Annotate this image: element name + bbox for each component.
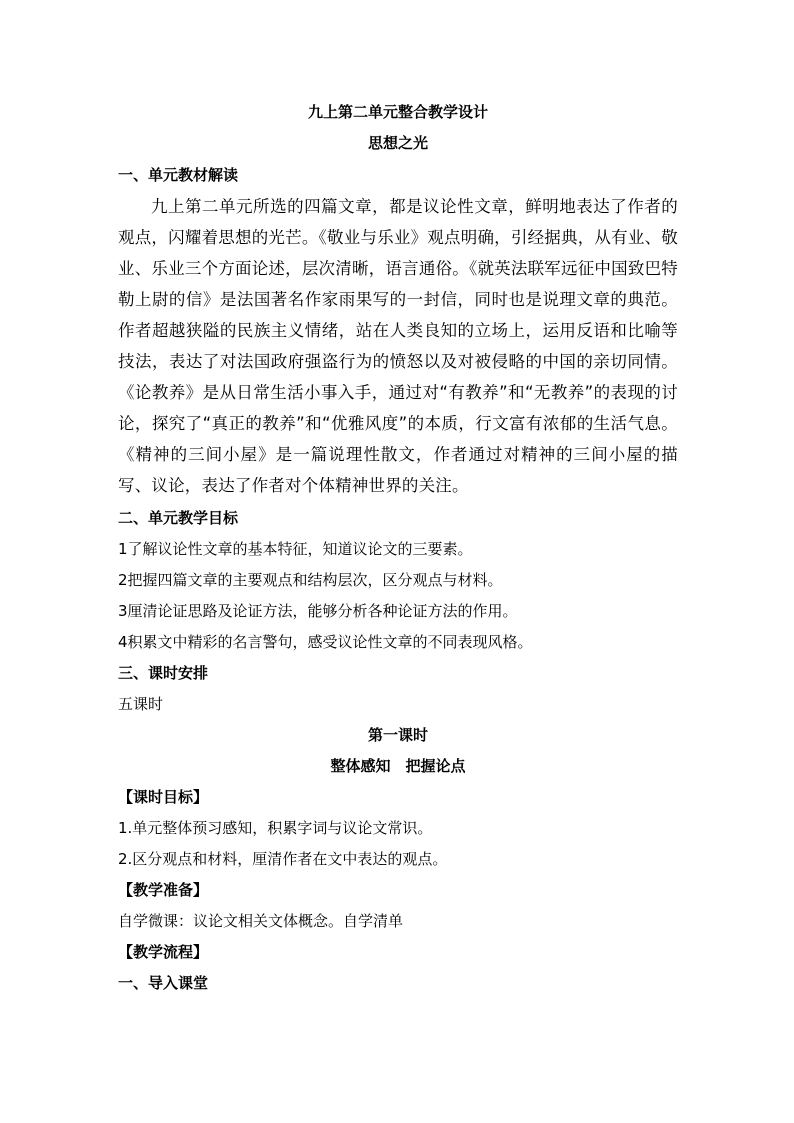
goal-item-4: 4积累文中精彩的名言警句，感受议论性文章的不同表现风格。 bbox=[118, 633, 533, 651]
prep-heading: 【教学准备】 bbox=[118, 881, 209, 899]
lesson-goal-1: 1.单元整体预习感知，积累字词与议论文常识。 bbox=[118, 819, 433, 837]
section3-text: 五课时 bbox=[118, 695, 164, 713]
lesson-goal-2: 2.区分观点和材料，厘清作者在文中表达的观点。 bbox=[118, 850, 448, 868]
doc-subtitle: 思想之光 bbox=[367, 134, 428, 152]
lesson-goals-heading: 【课时目标】 bbox=[118, 788, 209, 806]
prep-text: 自学微课：议论文相关文体概念。自学清单 bbox=[118, 912, 404, 930]
goal-item-3: 3厘清论证思路及论证方法，能够分析各种论证方法的作用。 bbox=[118, 602, 518, 620]
section3-heading: 三、课时安排 bbox=[118, 664, 209, 682]
lesson1-subtitle: 整体感知 把握论点 bbox=[330, 757, 466, 775]
goal-item-1: 1了解议论性文章的基本特征，知道议论文的三要素。 bbox=[118, 540, 473, 558]
lesson1-title: 第一课时 bbox=[367, 726, 428, 744]
flow-first-step: 一、导入课堂 bbox=[118, 974, 209, 992]
flow-heading: 【教学流程】 bbox=[118, 943, 209, 961]
section2-heading: 二、单元教学目标 bbox=[118, 509, 239, 527]
section1-paragraph: 九上第二单元所选的四篇文章，都是议论性文章，鲜明地表达了作者的观点，闪耀着思想的光芒。《敬业与乐业》观点明确，引经据典，从有业、敬业、乐业三个方面论述，层次清晰，语言通俗。《就英法联军远征中国致巴特勒上尉的信》是法国著名作家雨果写的一封信，同时也是说理文章的典范。作者超越狭隘的民族主义情绪，站在人类良知的立场上，运用反语和比喻等技法，表达了对法国政府强盗行为的愤怒以及对被侵略的中国的亲切同情。《论教养》是从日常生活小事入手，通过对“有教养”和“无教养”的表现的讨论，探究了“真正的教养”和“优雅风度”的本质，行文富有浓郁的生活气息。《精神的三间小屋》是一篇说理性散文，作者通过对精神的三间小屋的描写、议论，表达了作者对个体精神世界的关注。 bbox=[118, 197, 678, 495]
doc-title: 九上第二单元整合教学设计 bbox=[307, 103, 488, 121]
section1-heading: 一、单元教材解读 bbox=[118, 166, 239, 184]
goal-item-2: 2把握四篇文章的主要观点和结构层次，区分观点与材料。 bbox=[118, 571, 503, 589]
